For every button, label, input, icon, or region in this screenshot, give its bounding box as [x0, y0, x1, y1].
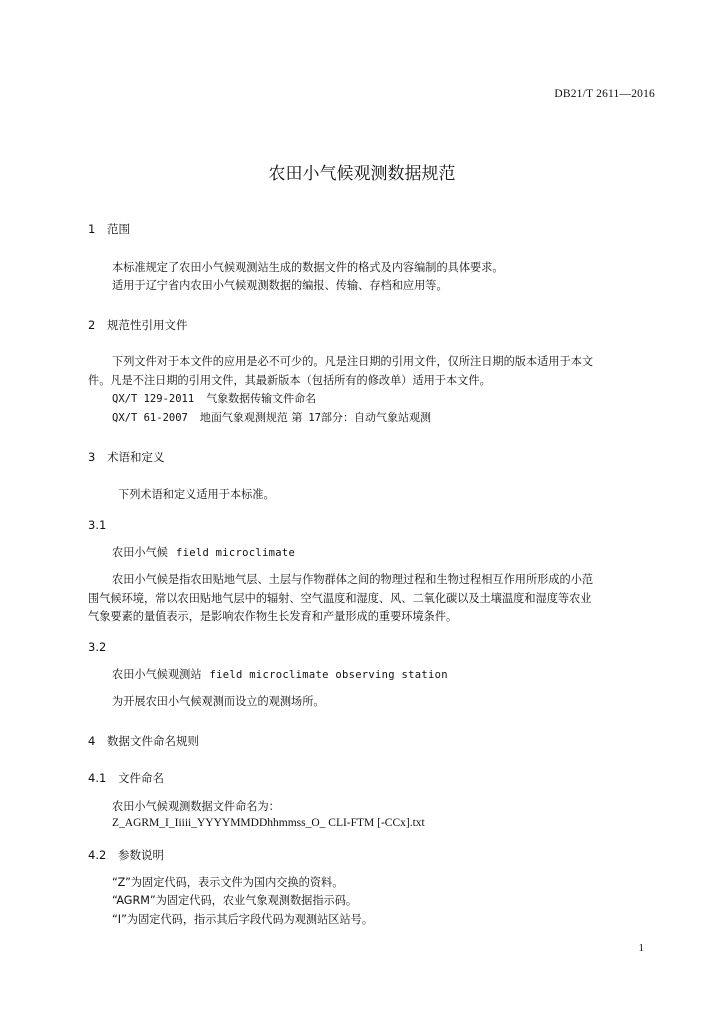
reference-item: [112, 409, 431, 425]
subsection-number: 4.2: [88, 848, 107, 862]
term-3-1-definition-line-1: 农田小气候是指农田贴地气层、土层与作物群体之间的物理过程和生物过程相互作用所形成的小范: [112, 573, 594, 586]
parameter-line-2: “AGRM”为固定代码，农业气象观测数据指示码。: [112, 894, 358, 907]
reference-title-part-a: 地面气象观测规范 第: [199, 411, 303, 424]
reference-title-part-b: 部分：自动气象站观测: [321, 411, 432, 424]
section-number: 3: [88, 450, 96, 464]
subsection-title: 参数说明: [118, 848, 164, 862]
section-1-paragraph-2: 适用于辽宁省内农田小气候观测数据的编报、传输、存档和应用等。: [112, 279, 448, 292]
term-3-1-heading: [112, 544, 295, 560]
term-chinese: 农田小气候观测站: [112, 668, 202, 681]
term-3-2-definition: 为开展农田小气候观测而设立的观测场所。: [112, 695, 325, 708]
reference-title: 气象数据传输文件命名: [206, 392, 317, 405]
section-2-heading: [88, 317, 188, 333]
section-title: 范围: [107, 222, 130, 236]
subsection-4-1-paragraph: 农田小气候观测数据文件命名为：: [112, 800, 280, 813]
term-3-2-number: 3.2: [88, 640, 107, 654]
section-title: 数据文件命名规则: [107, 734, 199, 748]
page-number: 1: [638, 942, 644, 954]
section-number: 1: [88, 222, 96, 236]
section-3-heading: [88, 449, 165, 465]
document-code: DB21/T 2611—2016: [554, 88, 655, 100]
section-title: 规范性引用文件: [107, 318, 188, 332]
section-number: 2: [88, 318, 96, 332]
section-2-paragraph-line-2: 件。凡是不注日期的引用文件，其最新版本（包括所有的修改单）适用于本文件。: [88, 374, 491, 387]
term-3-1-definition-line-2: 围气候环境，常以农田贴地气层中的辐射、空气温度和湿度、风、二氧化碳以及土壤温度和湿度等农业: [88, 592, 592, 605]
section-title: 术语和定义: [107, 450, 165, 464]
reference-item: [112, 390, 316, 406]
reference-part-number: 17: [308, 412, 322, 424]
section-4-heading: [88, 733, 199, 749]
section-number: 4: [88, 734, 96, 748]
section-2-paragraph-line-1: 下列文件对于本文件的应用是必不可少的。凡是注日期的引用文件，仅所注日期的版本适用于本文: [112, 355, 594, 368]
section-3-paragraph-1: 下列术语和定义适用于本标准。: [118, 488, 275, 501]
reference-code: QX/T 129-2011: [112, 393, 195, 405]
document-title: 农田小气候观测数据规范: [268, 164, 456, 184]
parameter-line-1: “Z”为固定代码，表示文件为国内交换的资料。: [112, 876, 344, 889]
term-english: field microclimate: [175, 547, 296, 559]
reference-code: QX/T 61-2007: [112, 412, 188, 424]
file-name-pattern: Z_AGRM_I_Iiiii_YYYYMMDDhhmmss_O_ CLI-FTM [-CCx].txt: [112, 817, 425, 829]
subsection-title: 文件命名: [118, 771, 164, 785]
term-3-2-heading: [112, 666, 448, 682]
subsection-4-1-heading: [88, 770, 164, 786]
section-1-paragraph-1: 本标准规定了农田小气候观测站生成的数据文件的格式及内容编制的具体要求。: [112, 261, 504, 274]
term-3-1-number: 3.1: [88, 518, 107, 532]
parameter-line-3: “I”为固定代码，指示其后字段代码为观测站区站号。: [112, 913, 374, 926]
term-chinese: 农田小气候: [112, 546, 168, 559]
subsection-number: 4.1: [88, 771, 107, 785]
term-english: field microclimate observing station: [209, 669, 448, 681]
term-3-1-definition-line-3: 气象要素的量值表示，是影响农作物生长发育和产量形成的重要环境条件。: [88, 610, 458, 623]
subsection-4-2-heading: [88, 847, 164, 863]
section-1-heading: [88, 221, 130, 237]
